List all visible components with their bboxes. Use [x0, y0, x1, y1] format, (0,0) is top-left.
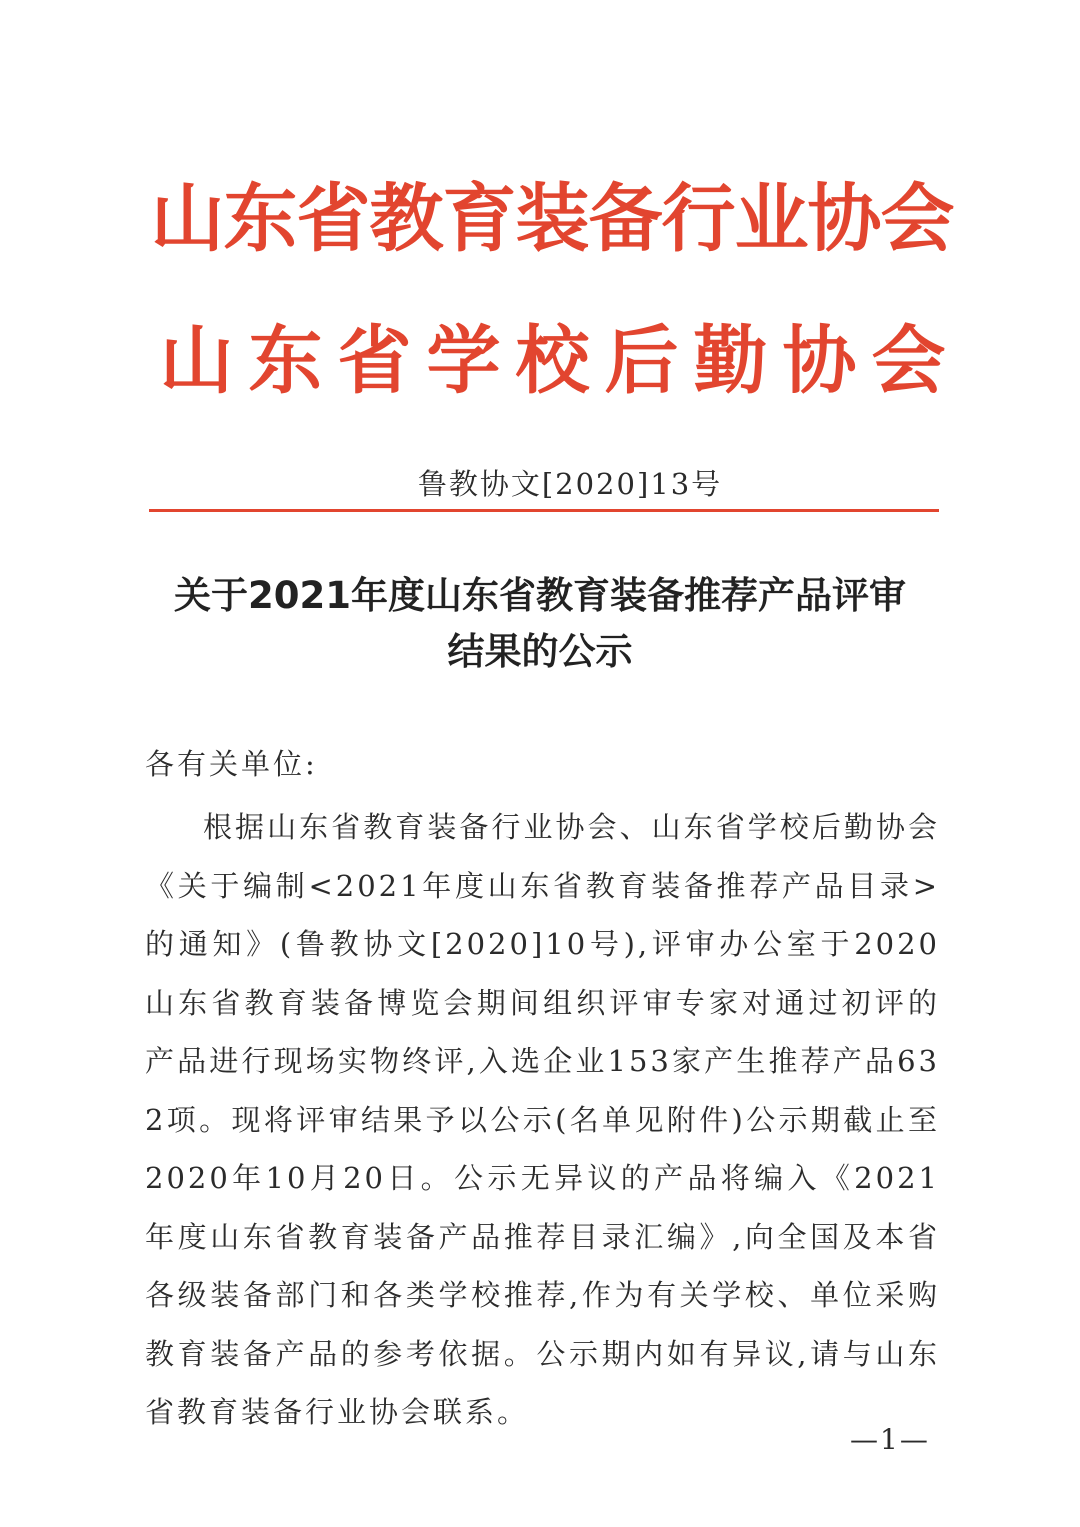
body-paragraph: 根据山东省教育装备行业协会、山东省学校后勤协会《关于编制<2021年度山东省教育装备推荐产品目录>的通知》(鲁教协文[2020]10号),评审办公室于2020山东省教育装备博览会期间组织评审专家对通过初评的产品进行现场实物终评,入选企业153家产生推荐产品632项。现将评审结果予以公示(名单见附件)公示期截止至2020年10月20日。公示无异议的产品将编入《2021年度山东省教育装备产品推荐目录汇编》,向全国及本省各级装备部门和各类学校推荐,作为有关学校、单位采购教育装备产品的参考依据。公示期内如有异议,请与山东省教育装备行业协会联系。	[145, 810, 940, 1429]
document-title	[120, 568, 960, 680]
document-title-line-1: 关于2021年度山东省教育装备推荐产品评审	[174, 574, 906, 617]
document-title-line-2: 结果的公示	[447, 630, 633, 673]
issuing-org-name-2: 山东省学校后勤协会	[159, 318, 961, 404]
document-number: 鲁教协文[2020]13号	[417, 467, 723, 501]
issuing-org-name-1: 山东省教育装备行业协会	[150, 176, 954, 262]
header-divider	[149, 509, 939, 512]
page-number: —1—	[850, 1423, 930, 1456]
salutation: 各有关单位:	[145, 747, 318, 781]
